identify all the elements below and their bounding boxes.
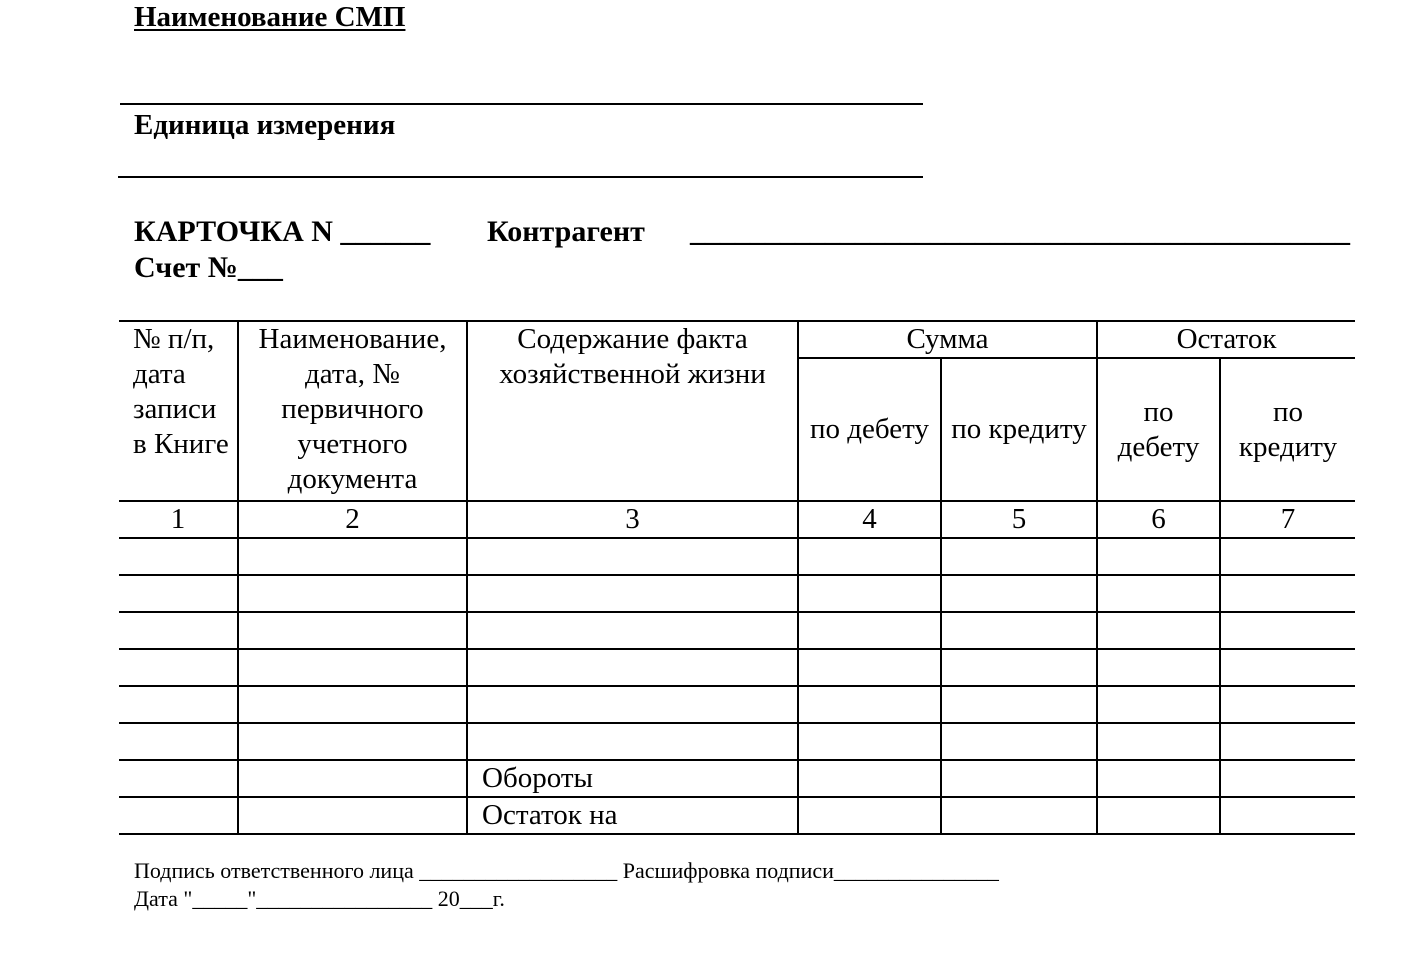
column-number: 5 <box>941 501 1097 538</box>
table-cell[interactable] <box>467 538 798 575</box>
date-line: Дата "_____"________________ 20___г. <box>134 886 505 911</box>
org-name-label: Наименование СМП <box>134 1 406 33</box>
table-cell[interactable] <box>119 612 238 649</box>
unit-underline <box>118 176 923 178</box>
header-sum-credit-text: по кредиту <box>951 413 1087 445</box>
counterparty-label: Контрагент <box>487 215 645 248</box>
header-entry-number <box>119 321 238 501</box>
table-cell[interactable] <box>238 686 467 723</box>
table-cell[interactable] <box>467 575 798 612</box>
table-cell[interactable] <box>941 538 1097 575</box>
unit-label: Единица измерения <box>134 109 396 141</box>
table-cell[interactable] <box>941 612 1097 649</box>
table-cell[interactable] <box>467 649 798 686</box>
counterparty-blank: ____________________________________________ <box>690 215 1350 248</box>
header-sum-group: Сумма <box>798 321 1097 358</box>
table-cell[interactable] <box>798 723 941 760</box>
column-number: 4 <box>798 501 941 538</box>
header-balance-group: Остаток <box>1097 321 1355 358</box>
table-cell[interactable] <box>1097 723 1220 760</box>
header-entry-number-text: № п/п, дата записи в Книге <box>133 323 229 460</box>
table-cell[interactable] <box>119 649 238 686</box>
table-cell[interactable] <box>941 649 1097 686</box>
table-cell[interactable] <box>941 686 1097 723</box>
table-cell[interactable] <box>119 760 238 797</box>
header-content <box>467 321 798 501</box>
balance-on-label: Остаток на <box>467 797 798 834</box>
table-cell[interactable] <box>238 723 467 760</box>
header-balance-debit-text: по дебету <box>1117 395 1200 463</box>
table-cell[interactable] <box>941 760 1097 797</box>
turnover-row <box>119 760 1355 797</box>
table-cell[interactable] <box>798 797 941 834</box>
column-number: 1 <box>119 501 238 538</box>
header-document-text: Наименование, дата, № первичного учетного документа <box>258 323 447 495</box>
table-cell[interactable] <box>467 686 798 723</box>
table-cell[interactable] <box>798 575 941 612</box>
table-cell[interactable] <box>238 612 467 649</box>
table-cell[interactable] <box>1097 797 1220 834</box>
table-row <box>119 723 1355 760</box>
table-cell[interactable] <box>798 686 941 723</box>
table-row <box>119 649 1355 686</box>
header-content-text: Содержание факта хозяйственной жизни <box>499 323 766 390</box>
table-row <box>119 612 1355 649</box>
header-sum-credit <box>941 358 1097 501</box>
table-cell[interactable] <box>238 760 467 797</box>
table-row <box>119 686 1355 723</box>
table-cell[interactable] <box>1097 538 1220 575</box>
org-name-underline <box>120 103 923 105</box>
table-cell[interactable] <box>1220 797 1355 834</box>
header-document <box>238 321 467 501</box>
table-row <box>119 575 1355 612</box>
balance-on-row <box>119 797 1355 834</box>
header-balance-debit <box>1097 358 1220 501</box>
table-cell[interactable] <box>941 723 1097 760</box>
column-number-row <box>119 501 1355 538</box>
table-cell[interactable] <box>798 649 941 686</box>
ledger-table <box>119 320 1355 835</box>
table-cell[interactable] <box>1220 538 1355 575</box>
table-cell[interactable] <box>238 649 467 686</box>
table-cell[interactable] <box>238 797 467 834</box>
table-cell[interactable] <box>119 686 238 723</box>
card-number-label: КАРТОЧКА N ______ <box>134 215 431 248</box>
table-cell[interactable] <box>1220 760 1355 797</box>
table-cell[interactable] <box>1220 686 1355 723</box>
table-cell[interactable] <box>1220 723 1355 760</box>
column-number: 7 <box>1220 501 1355 538</box>
table-cell[interactable] <box>467 723 798 760</box>
signature-line: Подпись ответственного лица __________________ Расшифровка подписи_______________ <box>134 858 999 883</box>
table-cell[interactable] <box>119 538 238 575</box>
header-balance-credit-text: по кредиту <box>1238 395 1338 463</box>
table-cell[interactable] <box>1097 575 1220 612</box>
table-cell[interactable] <box>1220 575 1355 612</box>
column-number: 6 <box>1097 501 1220 538</box>
table-cell[interactable] <box>1097 649 1220 686</box>
account-label: Счет №___ <box>134 251 283 284</box>
header-balance-credit <box>1220 358 1355 501</box>
table-cell[interactable] <box>941 797 1097 834</box>
table-cell[interactable] <box>1097 686 1220 723</box>
table-cell[interactable] <box>119 723 238 760</box>
column-number: 3 <box>467 501 798 538</box>
table-cell[interactable] <box>467 612 798 649</box>
table-cell[interactable] <box>119 575 238 612</box>
table-cell[interactable] <box>941 575 1097 612</box>
header-sum-debit <box>798 358 941 501</box>
table-cell[interactable] <box>1097 612 1220 649</box>
header-sum-debit-text: по дебету <box>810 413 929 445</box>
table-cell[interactable] <box>238 538 467 575</box>
table-cell[interactable] <box>1220 649 1355 686</box>
table-cell[interactable] <box>119 797 238 834</box>
table-row <box>119 538 1355 575</box>
table-cell[interactable] <box>798 760 941 797</box>
table-cell[interactable] <box>798 538 941 575</box>
table-cell[interactable] <box>1097 760 1220 797</box>
turnover-label: Обороты <box>467 760 798 797</box>
table-cell[interactable] <box>238 575 467 612</box>
table-cell[interactable] <box>798 612 941 649</box>
column-number: 2 <box>238 501 467 538</box>
table-cell[interactable] <box>1220 612 1355 649</box>
